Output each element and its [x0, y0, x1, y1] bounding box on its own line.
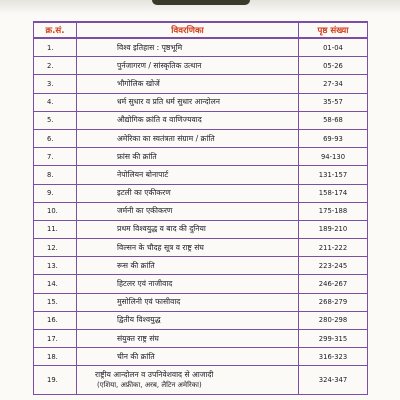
chapter-number: 17. — [34, 330, 77, 348]
chapter-title: फ्रांस की क्रांति — [117, 151, 157, 161]
chapter-page-range: 223-245 — [299, 257, 368, 275]
chapter-page-range: 299-315 — [299, 330, 368, 348]
binding-tab — [152, 0, 250, 5]
chapter-title: अमेरिका का स्वतंत्रता संग्राम / क्रांति — [117, 133, 215, 143]
chapter-row — [34, 275, 368, 293]
chapter-title: औद्योगिक क्रांति व वाणिज्यवाद — [117, 115, 202, 125]
chapter-row — [34, 75, 368, 93]
chapter-page-range: 316-323 — [299, 348, 368, 366]
contents-header-row — [34, 22, 368, 38]
chapter-title-cell — [77, 348, 299, 366]
chapter-number: 4. — [34, 93, 77, 111]
chapter-page-range: 211-222 — [299, 239, 368, 257]
chapter-title-cell — [77, 330, 299, 348]
chapter-title: विल्सन के चौदह सूत्र व राष्ट्र संघ — [117, 242, 204, 252]
chapter-title: इटली का एकीकरण — [117, 188, 171, 198]
chapter-row — [34, 293, 368, 311]
chapter-number: 16. — [34, 311, 77, 329]
chapter-number: 19. — [34, 366, 77, 395]
chapter-number: 7. — [34, 148, 77, 166]
chapter-subtitle: (एशिया, अफ्रीका, अरब, लैटिन अमेरिका) — [97, 381, 202, 390]
chapter-page-range: 268-279 — [299, 293, 368, 311]
chapter-title: पुर्नजागरण / सांस्कृतिक उत्थान — [117, 60, 202, 70]
chapter-title-cell — [77, 366, 299, 395]
chapter-page-range: 01-04 — [299, 38, 368, 57]
chapter-title-cell — [77, 293, 299, 311]
chapter-page-range: 94-130 — [299, 148, 368, 166]
chapter-title-cell — [77, 129, 299, 147]
chapter-title-cell — [77, 166, 299, 184]
chapter-row — [34, 239, 368, 257]
chapter-title: नेपोलियन बोनापार्ट — [117, 169, 169, 179]
chapter-title-cell — [77, 239, 299, 257]
chapter-title: जर्मनी का एकीकरण — [117, 206, 173, 216]
chapter-number: 6. — [34, 129, 77, 147]
chapter-title: रूस की क्रांति — [117, 260, 155, 270]
chapter-page-range: 27-34 — [299, 75, 368, 93]
chapter-title-cell — [77, 75, 299, 93]
chapter-title-cell — [77, 275, 299, 293]
chapter-title-cell — [77, 57, 299, 75]
chapter-row — [34, 184, 368, 202]
chapter-title: द्वितीय विश्वयुद्ध — [117, 315, 161, 325]
contents-table — [33, 21, 368, 395]
chapter-row — [34, 93, 368, 111]
chapter-page-range: 05-26 — [299, 57, 368, 75]
chapter-number: 12. — [34, 239, 77, 257]
chapter-title-cell — [77, 148, 299, 166]
chapter-title-cell — [77, 220, 299, 238]
chapter-row — [34, 330, 368, 348]
chapter-number: 11. — [34, 220, 77, 238]
chapter-number: 18. — [34, 348, 77, 366]
chapter-page-range: 280-298 — [299, 311, 368, 329]
chapter-row — [34, 57, 368, 75]
chapter-row — [34, 111, 368, 129]
chapter-page-range: 189-210 — [299, 220, 368, 238]
chapter-title-cell — [77, 184, 299, 202]
chapter-row — [34, 38, 368, 57]
chapter-title-cell — [77, 38, 299, 57]
contents-body — [34, 38, 368, 395]
chapter-title-cell — [77, 202, 299, 220]
chapter-number: 13. — [34, 257, 77, 275]
chapter-number: 14. — [34, 275, 77, 293]
chapter-number: 8. — [34, 166, 77, 184]
chapter-number: 10. — [34, 202, 77, 220]
chapter-row — [34, 129, 368, 147]
chapter-title-cell — [77, 311, 299, 329]
chapter-number: 9. — [34, 184, 77, 202]
chapter-row — [34, 257, 368, 275]
chapter-row — [34, 148, 368, 166]
chapter-title: संयुक्त राष्ट्र संघ — [117, 333, 159, 343]
chapter-page-range: 246-267 — [299, 275, 368, 293]
page-number-header: पृष्ठ संख्या — [299, 22, 368, 38]
chapter-title: प्रथम विश्वयुद्ध व बाद की दुनिया — [117, 224, 206, 234]
chapter-page-range: 58-68 — [299, 111, 368, 129]
chapter-page-range: 175-188 — [299, 202, 368, 220]
chapter-number: 3. — [34, 75, 77, 93]
chapter-title: हिटलर एवं नाजीवाद — [117, 279, 173, 289]
chapter-title: धर्म सुधार व प्रति धर्म सुधार आन्दोलन — [117, 97, 220, 107]
chapter-row — [34, 166, 368, 184]
chapter-title: चीन की क्रांति — [117, 351, 155, 361]
chapter-number: 1. — [34, 38, 77, 57]
chapter-page-range: 324-347 — [299, 366, 368, 395]
chapter-number: 15. — [34, 293, 77, 311]
chapter-row — [34, 348, 368, 366]
chapter-number: 5. — [34, 111, 77, 129]
chapter-page-range: 131-157 — [299, 166, 368, 184]
chapter-page-range: 69-93 — [299, 129, 368, 147]
chapter-title-cell — [77, 93, 299, 111]
chapter-number: 2. — [34, 57, 77, 75]
chapter-title-cell — [77, 111, 299, 129]
chapter-title: राष्ट्रीय आन्दोलन व उपनिवेशवाद से आजादी — [95, 370, 214, 380]
serial-header: क्र.सं. — [34, 22, 77, 38]
chapter-title: विश्व इतिहास : पृष्ठभूमि — [117, 42, 183, 52]
chapter-row — [34, 366, 368, 395]
chapter-title-cell — [77, 257, 299, 275]
chapter-title: भौगोलिक खोजें — [117, 78, 160, 88]
chapter-row — [34, 311, 368, 329]
description-header: विवरणिका — [77, 22, 299, 38]
chapter-page-range: 158-174 — [299, 184, 368, 202]
chapter-title: मुसोलिनी एवं फासीवाद — [117, 297, 181, 307]
chapter-page-range: 35-57 — [299, 93, 368, 111]
chapter-row — [34, 202, 368, 220]
chapter-row — [34, 220, 368, 238]
